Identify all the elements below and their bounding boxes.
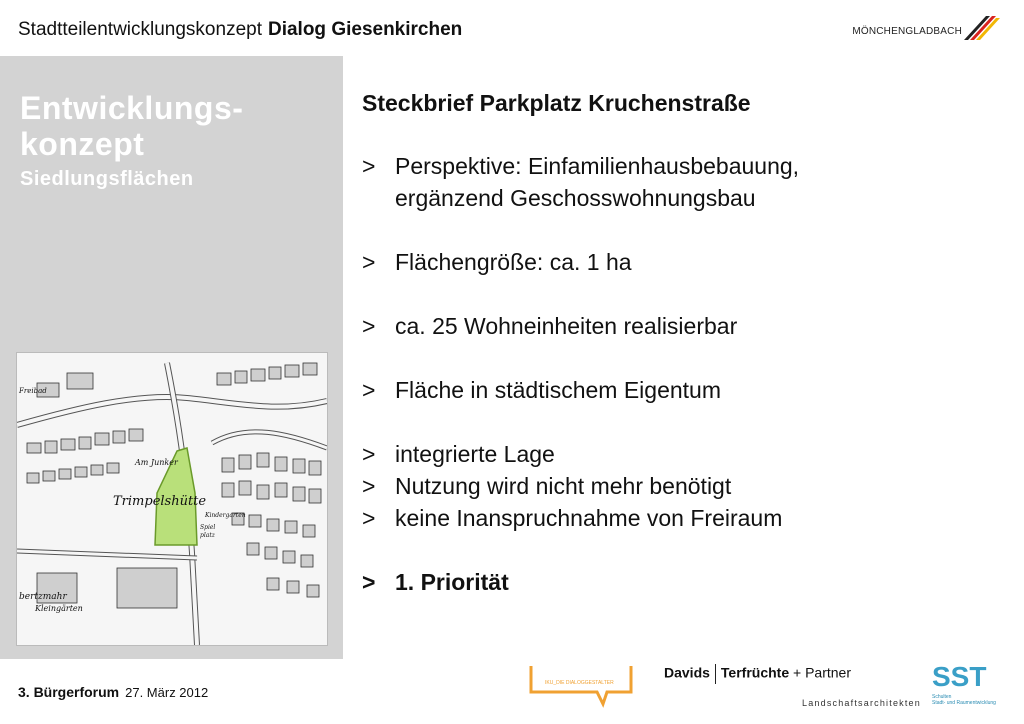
bullet-priority <box>362 566 1002 598</box>
bullet-text: Fläche in städtischem Eigentum <box>395 377 721 403</box>
site-map <box>16 352 328 646</box>
davids-sub: Landschaftsarchitekten <box>802 698 921 708</box>
footer-event-name: 3. Bürgerforum <box>18 684 120 700</box>
sidebar-title-line2: konzept <box>20 126 145 162</box>
map-label-play1: Spiel <box>200 524 216 531</box>
bullet-text: ergänzend Geschosswohnungsbau <box>395 185 756 211</box>
bullet-open-space <box>362 502 1002 534</box>
sst-logo-text: SST <box>932 662 987 690</box>
bullet-text: 1. Priorität <box>395 569 509 595</box>
city-logo-stripes-icon <box>962 12 1002 42</box>
header-title: Stadtteilentwicklungskonzept <box>18 19 262 40</box>
slide-header <box>18 19 462 41</box>
bullet-size <box>362 246 1002 278</box>
davids-name1: Davids <box>664 664 710 681</box>
bullet-text: Nutzung wird nicht mehr benötigt <box>395 473 732 499</box>
bullet-marker: > <box>362 153 376 179</box>
bullet-marker: > <box>362 505 376 531</box>
map-label-west: bertzmahr <box>19 592 67 602</box>
bullet-list <box>362 150 1002 598</box>
sidebar-title <box>20 90 243 162</box>
sidebar-title-line1: Entwicklungs- <box>20 90 244 126</box>
sst-letters-icon <box>932 662 1002 690</box>
bullet-text: keine Inanspruchnahme von Freiraum <box>395 505 783 531</box>
bullet-marker: > <box>362 249 376 275</box>
davids-logo <box>664 664 921 712</box>
bullet-ownership <box>362 374 1002 406</box>
city-logo-text: MÖNCHENGLADBACH <box>852 26 962 37</box>
sst-sub2: Stadt- und Raumentwicklung <box>932 700 996 706</box>
content-title: Steckbrief Parkplatz Kruchenstraße <box>362 90 751 116</box>
bullet-marker: > <box>362 569 376 595</box>
bullet-units <box>362 310 1002 342</box>
map-label-street: Am Junker <box>135 458 178 467</box>
map-label-garden: Kleingärten <box>35 604 83 613</box>
dialog-logo <box>527 662 635 708</box>
bullet-usage <box>362 470 1002 502</box>
map-label-kita: Kindergarten <box>205 512 246 519</box>
city-logo <box>852 12 1002 42</box>
bullet-text: Flächengröße: ca. 1 ha <box>395 249 632 275</box>
bullet-marker: > <box>362 441 376 467</box>
map-label-place: Trimpelshütte <box>113 494 207 509</box>
bullet-text: ca. 25 Wohneinheiten realisierbar <box>395 313 738 339</box>
footer-event <box>18 684 208 700</box>
bullet-location <box>362 438 1002 470</box>
site-map-drawing <box>17 353 327 645</box>
bullet-text: integrierte Lage <box>395 441 555 467</box>
map-label-play2: platz <box>200 532 215 539</box>
bullet-marker: > <box>362 313 376 339</box>
map-label-pool: Freibad <box>19 387 47 395</box>
dialog-logo-text: IKU_DIE DIALOGGESTALTER <box>545 680 614 686</box>
sst-logo <box>932 662 1012 712</box>
sidebar-subtitle: Siedlungsflächen <box>20 168 194 190</box>
bullet-perspective <box>362 150 1002 214</box>
footer-date: 27. März 2012 <box>125 685 209 700</box>
bullet-text: Perspektive: Einfamilienhausbebauung, <box>395 153 800 179</box>
speech-bubble-icon <box>527 662 635 708</box>
bullet-marker: > <box>362 377 376 403</box>
davids-name3: + Partner <box>793 664 851 681</box>
sst-sub1: Schulten <box>932 694 952 700</box>
davids-name2: Terfrüchte <box>720 664 790 681</box>
bullet-marker: > <box>362 473 376 499</box>
header-subtitle: Dialog Giesenkirchen <box>267 19 463 40</box>
